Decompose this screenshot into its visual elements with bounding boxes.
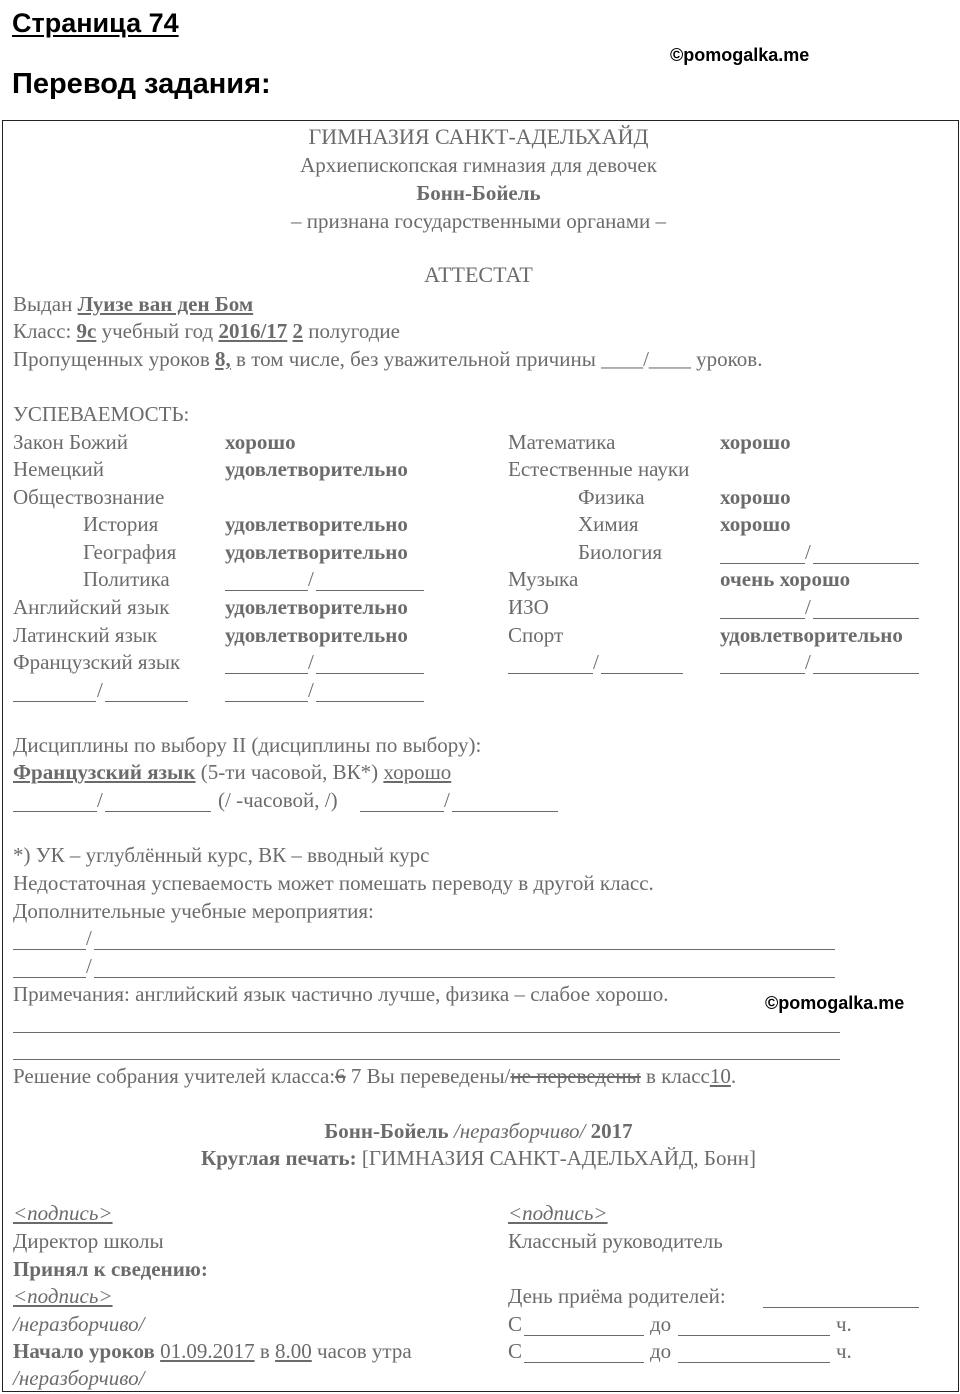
subject-right: Естественные науки <box>508 457 690 481</box>
warning-text: Недостаточная успеваемость может помешать переводу в другой класс. <box>13 871 654 895</box>
blank-line <box>720 673 805 674</box>
blank-line <box>94 949 835 950</box>
blank-line <box>225 701 308 702</box>
blank-line <box>13 811 97 812</box>
at-label: в <box>259 1339 270 1363</box>
blank-line <box>105 811 211 812</box>
class-value: 9с <box>76 319 97 343</box>
class-line <box>13 319 400 343</box>
to-label: до <box>650 1312 672 1336</box>
missed-label: Пропущенных уроков <box>13 347 210 371</box>
issued-line <box>13 292 253 316</box>
school-name: ГИМНАЗИЯ САНКТ-АДЕЛЬХАЙД <box>308 124 649 149</box>
place-line <box>0 1119 957 1143</box>
performance-label: УСПЕВАЕМОСТЬ: <box>13 402 190 426</box>
to-label: до <box>650 1339 672 1363</box>
subject-left: География <box>83 540 177 564</box>
term-label: полугодие <box>308 319 400 343</box>
school-city: Бонн-Бойель <box>416 181 541 205</box>
lessons-start-date: 01.09.2017 <box>160 1339 255 1363</box>
blank-line <box>763 1307 919 1308</box>
electives-label: Дисциплины по выбору II (дисциплины по выбору): <box>13 733 482 757</box>
section-subtitle: Перевод задания: <box>12 68 271 100</box>
illegible-note: /неразборчиво/ <box>13 1366 145 1390</box>
blank-slash: / <box>805 540 811 564</box>
document-title: АТТЕСТАТ <box>424 262 533 287</box>
decision-num: 7 <box>350 1064 362 1088</box>
place-year: 2017 <box>590 1119 633 1143</box>
grade-right: хорошо <box>720 485 791 509</box>
elective-detail: (5-ти часовой, ВК*) <box>200 760 379 784</box>
blank-line <box>225 673 308 674</box>
from-label: С <box>508 1312 523 1336</box>
decision-label: Решение собрания учителей класса: <box>13 1064 336 1088</box>
stamp-text: [ГИМНАЗИЯ САНКТ-АДЕЛЬХАЙД, Бонн] <box>361 1146 756 1170</box>
blank-line <box>601 673 683 674</box>
blank-line <box>13 977 86 978</box>
subject-left: Закон Божий <box>13 430 128 454</box>
grade-right: хорошо <box>720 430 791 454</box>
hours-abbr: ч. <box>836 1339 852 1363</box>
decision-to: в класс <box>646 1064 710 1088</box>
missed-value: 8, <box>215 347 231 371</box>
blank-line <box>316 590 424 591</box>
watermark: ©pomogalka.me <box>670 45 810 65</box>
grade-right: удовлетворительно <box>720 623 903 647</box>
blank-line <box>105 701 188 702</box>
blank-slash: / <box>805 650 811 674</box>
issued-label: Выдан <box>13 292 73 316</box>
watermark: ©pomogalka.me <box>765 993 905 1013</box>
subject-left: История <box>83 512 159 536</box>
teacher-label: Классный руководитель <box>508 1229 723 1253</box>
decision-line: Решение собрания учителей класса:6 7 Вы переведены/не переведены в класс10. <box>13 1064 737 1088</box>
blank-slash: / <box>86 954 92 978</box>
blank-slash: / <box>86 926 92 950</box>
elective-subject: Французский язык <box>13 760 196 784</box>
blank-line <box>678 1335 830 1336</box>
parent-signature: <подпись> <box>13 1284 113 1308</box>
parents-day-label: День приёма родителей: <box>508 1284 726 1308</box>
teacher-signature: <подпись> <box>508 1201 608 1225</box>
hours-abbr: ч. <box>836 1312 852 1336</box>
blank-line <box>13 1032 840 1033</box>
grade-left: хорошо <box>225 430 296 454</box>
blank-line <box>360 811 444 812</box>
subject-right: ИЗО <box>508 595 549 619</box>
subject-right: Физика <box>578 485 645 509</box>
elective-grade: хорошо <box>383 760 452 784</box>
subject-right: Биология <box>578 540 663 564</box>
place-city: Бонн-Бойель <box>324 1119 449 1143</box>
missed-line <box>13 347 762 371</box>
subject-right: Математика <box>508 430 616 454</box>
grade-right: очень хорошо <box>720 567 851 591</box>
subject-left: Политика <box>83 567 170 591</box>
term-value: 2 <box>292 319 304 343</box>
blank-line <box>94 977 835 978</box>
subject-right: Музыка <box>508 567 579 591</box>
decision-class: 10 <box>709 1064 731 1088</box>
subject-right: Спорт <box>508 623 564 647</box>
subject-left: Немецкий <box>13 457 105 481</box>
illegible-note: /неразборчиво/ <box>13 1312 145 1336</box>
elective-line <box>13 760 451 784</box>
from-label: С <box>508 1339 523 1363</box>
lessons-start-time: 8.00 <box>275 1339 312 1363</box>
blank-line <box>813 618 919 619</box>
blank-slash: / <box>805 595 811 619</box>
notes-label: Примечания: английский язык частично лучше, физика – слабое хорошо. <box>13 982 669 1006</box>
year-value: 2016/17 <box>218 319 288 343</box>
extra-activities-label: Дополнительные учебные мероприятия: <box>13 899 374 923</box>
blank-slash: / <box>444 788 450 812</box>
morning-label: часов утра <box>317 1339 412 1363</box>
recognized-note: – признана государственными органами – <box>291 209 666 233</box>
blank-line <box>524 1335 644 1336</box>
elective-blank-mid: (/ -часовой, /) <box>218 788 338 812</box>
blank-line <box>13 1059 840 1060</box>
blank-line <box>720 618 805 619</box>
blank-line <box>13 949 86 950</box>
subject-left: Обществознание <box>13 485 165 509</box>
blank-line <box>508 673 593 674</box>
subject-left: Французский язык <box>13 650 181 674</box>
footnote: *) УК – углублённый курс, ВК – вводный курс <box>13 843 430 867</box>
blank-line <box>678 1362 830 1363</box>
grade-left: удовлетворительно <box>225 457 408 481</box>
student-name: Луизе ван ден Бом <box>77 292 254 316</box>
blank-line <box>720 563 805 564</box>
place-illegible: /неразборчиво/ <box>453 1119 586 1143</box>
stamp-line <box>0 1146 957 1170</box>
subject-left: Английский язык <box>13 595 170 619</box>
stamp-label: Круглая печать: <box>201 1146 357 1170</box>
blank-line <box>524 1362 644 1363</box>
blank-slash: / <box>593 650 599 674</box>
decision-struck-num: 6 <box>335 1064 346 1088</box>
school-type: Архиепископская гимназия для девочек <box>300 153 657 177</box>
lessons-start-label: Начало уроков <box>13 1339 155 1363</box>
blank-line <box>225 590 308 591</box>
blank-line <box>813 563 919 564</box>
blank-slash: / <box>97 678 103 702</box>
director-signature: <подпись> <box>13 1201 113 1225</box>
blank-line <box>452 811 558 812</box>
missed-rest: в том числе, без уважительной причины ____/____ уроков. <box>236 347 763 371</box>
page-title: Страница 74 <box>12 8 179 38</box>
blank-slash: / <box>308 567 314 591</box>
class-label: Класс: <box>13 319 72 343</box>
director-label: Директор школы <box>13 1229 164 1253</box>
grade-left: удовлетворительно <box>225 595 408 619</box>
lessons-start-line <box>13 1339 412 1363</box>
blank-line <box>13 701 96 702</box>
blank-line <box>316 701 424 702</box>
grade-left: удовлетворительно <box>225 623 408 647</box>
blank-line <box>813 673 919 674</box>
year-label: учебный год <box>101 319 214 343</box>
grade-left: удовлетворительно <box>225 512 408 536</box>
grade-right: хорошо <box>720 512 791 536</box>
acknowledged-label: Принял к сведению: <box>13 1257 208 1281</box>
blank-slash: / <box>97 788 103 812</box>
subject-left: Латинский язык <box>13 623 158 647</box>
blank-slash: / <box>308 650 314 674</box>
decision-text: Вы переведены/ <box>366 1064 511 1088</box>
blank-slash: / <box>308 678 314 702</box>
blank-line <box>316 673 424 674</box>
grade-left: удовлетворительно <box>225 540 408 564</box>
decision-struck: не переведены <box>510 1064 641 1088</box>
subject-right: Химия <box>578 512 639 536</box>
